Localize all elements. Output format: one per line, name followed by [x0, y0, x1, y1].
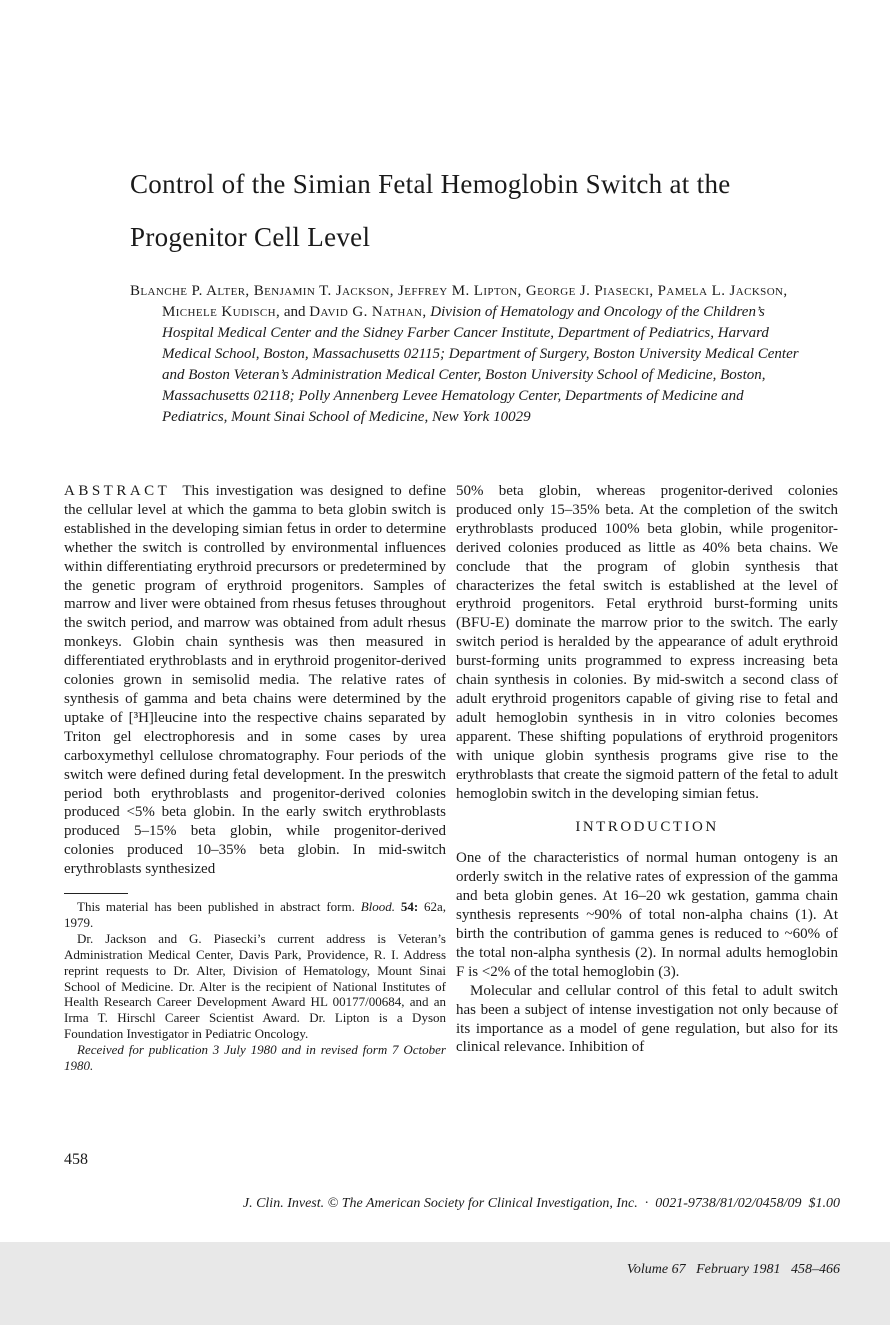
footnote-published-journal: Blood. [360, 899, 395, 915]
abstract-text-column1: This investigation was designed to define the cellular level at which the gamma to beta globin switch is established in the developing simian fetus in order to determine whether the switch is controlled by environmental influences within differentiating erythroid precursors or predetermined by the genetic program of erythroid progenitors. Samples of marrow and liver were obtained from rhesus fetuses throughout the switch period, and marrow was obtained from adult rhesus monkeys. Globin chain synthesis was then measured in differentiated erythroblasts and in erythroid progenitor-derived colonies grown in semisolid media. The relative rates of synthesis of gamma and beta chains were determined by the uptake of [³H]leucine into the respective chains separated by Triton gel electrophoresis and in some cases by urea carboxymethyl cellulose chromatography. Four periods of the switch were defined during fetal development. In the preswitch period both erythroblasts and progenitor-derived colonies produced <5% beta globin. In the early switch erythroblasts produced 5–15% beta globin, while progenitor-derived colonies produced 10–35% beta globin. In mid-switch erythroblasts synthesized [64, 483, 446, 878]
author-conjunction: and [280, 304, 310, 320]
paper-title: Control of the Simian Fetal Hemoglobin Switch at the Progenitor Cell Level [130, 169, 731, 252]
right-column [456, 482, 838, 1057]
author-affiliations: Division of Hematology and Oncology of the Children’s Hospital Medical Center and the Sidney Farber Cancer Institute, Department of Pediatrics, Harvard Medical School, Boston, Massachusetts 02115; Department of Surgery, Boston University Medical Center and Boston Veteran’s Administration Medical Center, Boston University School of Medicine, Boston, Massachusetts 02118; Polly Annenberg Levee Hematology Center, Departments of Medicine and Pediatrics, Mount Sinai School of Medicine, New York 10029 [162, 304, 799, 425]
page-footer [64, 1149, 840, 1325]
footnote-addresses: Dr. Jackson and G. Piasecki’s current address is Veteran’s Administration Medical Center, Davis Park, Providence, R. I. Address reprint requests to Dr. Alter, Division of Hematology, Mount Sinai School of Medicine. Dr. Alter is the recipient of National Institutes of Health Research Career Development Award HL 00177/00684, and an Irma T. Hirschl Career Scientist Award. Dr. Lipton is a Dyson Foundation Investigator in Pediatric Oncology. [64, 930, 446, 1042]
author-block [130, 281, 810, 428]
footnote-published-lead: This material has been published in abstract form. [77, 899, 361, 915]
abstract-paragraph [64, 482, 446, 879]
intro-paragraph-1: One of the characteristics of normal human ontogeny is an orderly switch in the relative rates of expression of the gamma and beta globin genes. At 16–20 wk gestation, gamma chain synthesis represents ~90% of total non-alpha chains (1). At birth the contribution of gamma genes is reduced to ~60% of the total non-alpha synthesis (2). In normal adults hemoglobin F is <2% of the total hemoglobin (3). [456, 850, 838, 980]
intro-paragraph-2: Molecular and cellular control of this fetal to adult switch has been a subject of intense investigation not only because of its importance as a model of gene regulation, but also for its clinical relevance. Inhibition of [456, 982, 838, 1056]
introduction-heading: INTRODUCTION [575, 819, 719, 836]
left-column [64, 482, 446, 1074]
abstract-continuation: 50% beta globin, whereas progenitor-derived colonies produced only 15–35% beta. At the completion of the switch erythroblasts produced 100% beta globin, while progenitor-derived colonies produced as little as 40% beta chains. We conclude that the program of globin synthesis that characterizes the fetal switch is established at the level of erythroid progenitors. Fetal erythroid burst-forming units (BFU-E) dominate the marrow prior to the switch. The early switch period is heralded by the appearance of adult erythroid burst-forming units programmed to express increasing beta chain synthesis in colonies. By mid-switch a second class of adult erythroid progenitors capable of giving rise to fetal and adult hemoglobin synthesis in in vitro colonies becomes apparent. These shifting populations of erythroid progenitors with unique globin synthesis programs give rise to the erythroblasts that create the sigmoid pattern of the fetal to adult hemoglobin switch in the developing simian fetus. [456, 483, 838, 802]
footnote-received: Received for publication 3 July 1980 and in revised form 7 October 1980. [64, 1042, 446, 1074]
author-name-final: David G. Nathan, [309, 304, 427, 320]
footnote-divider [64, 893, 128, 894]
footnote-published-tail: 62a, 1979. [64, 899, 446, 930]
footnote-published-volume: 54: [395, 899, 419, 915]
journal-citation-line: J. Clin. Invest. © The American Society for Clinical Investigation, Inc. · 0021-9738/81/02/0458/09 $1.00 [242, 1196, 840, 1211]
author-names-primary: Blanche P. Alter, Benjamin T. Jackson, Jeffrey M. Lipton, George J. Piasecki, Pamela L. Jackson, Michele Kudisch, [130, 283, 788, 320]
journal-info [116, 1149, 840, 1325]
journal-volume-line: Volume 67 February 1981 458–466 [626, 1262, 840, 1277]
page-number: 458 [64, 1151, 88, 1168]
footnote-published [64, 899, 446, 931]
abstract-label: ABSTRACT [64, 483, 171, 499]
